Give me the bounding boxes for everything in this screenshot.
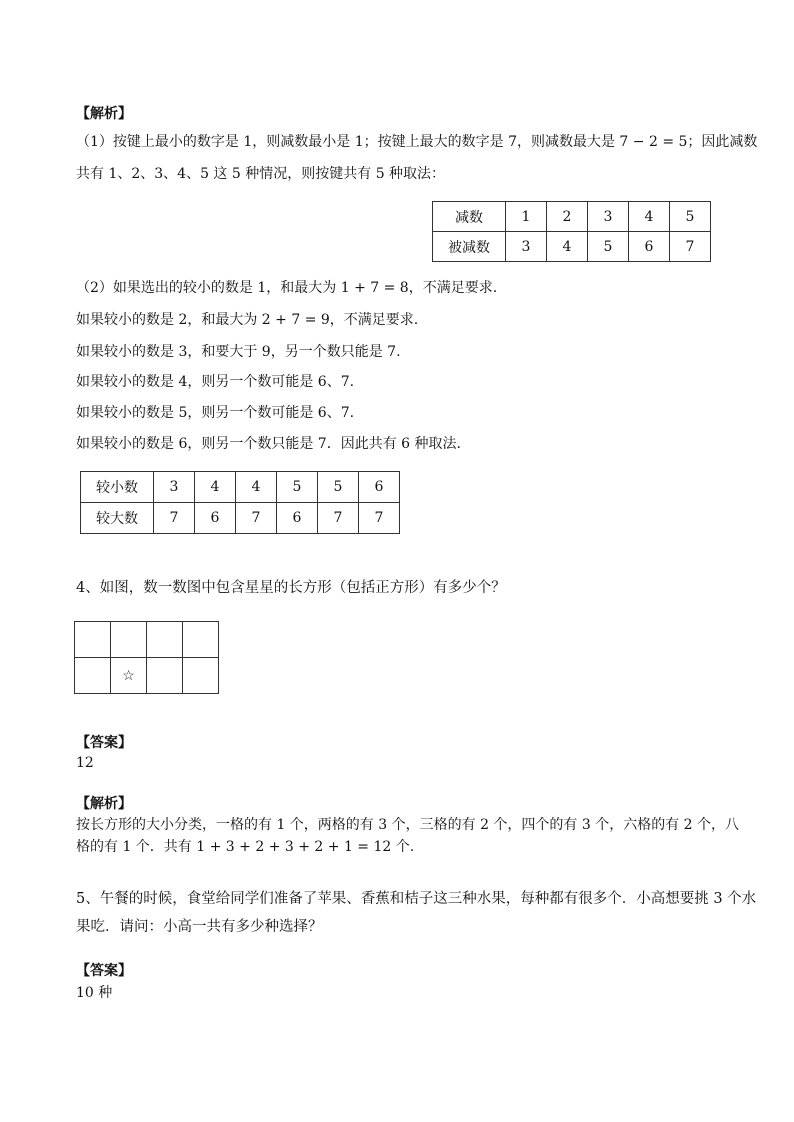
table-cell: 3 (154, 472, 195, 503)
table-cell: 6 (359, 472, 400, 503)
table-header-cell: 被减数 (433, 232, 506, 262)
analysis-line: 按长方形的大小分类，一格的有 1 个，两格的有 3 个，三格的有 2 个，四个的有 3 个，六格的有 2 个，八 (76, 817, 740, 833)
question-5-line2: 果吃．请问：小高一共有多少种选择？ (76, 919, 323, 935)
table-cell: 4 (629, 202, 670, 232)
table-row (81, 503, 400, 534)
analysis-part1-line2: 共有 1、2、3、4、5 这 5 种情况，则按键共有 5 种取法： (76, 166, 446, 182)
answer-value: 10 种 (76, 985, 113, 1001)
table-cell: 6 (195, 503, 236, 534)
table-cell: 4 (236, 472, 277, 503)
analysis-part2-line: 如果较小的数是 2，和最大为 2 + 7 = 9，不满足要求. (76, 312, 419, 328)
grid-cell (75, 622, 111, 658)
analysis-part2-line: 如果较小的数是 5，则另一个数可能是 6、7. (76, 405, 355, 421)
answer-heading: 【答案】 (76, 963, 132, 979)
table-cell: 7 (359, 503, 400, 534)
table-header-cell: 较大数 (81, 503, 154, 534)
grid-cell (75, 658, 111, 694)
star-grid-figure (74, 621, 219, 694)
star-icon: ☆ (122, 667, 135, 684)
question-5-line1: 5、午餐的时候，食堂给同学们准备了苹果、香蕉和桔子这三种水果，每种都有很多个．小高想要挑 3 个水 (76, 891, 757, 907)
table-cell: 7 (318, 503, 359, 534)
grid-cell (111, 658, 147, 694)
grid-cell (183, 658, 219, 694)
table-row (433, 232, 711, 262)
grid-cell (147, 622, 183, 658)
table-cell: 5 (318, 472, 359, 503)
table-row (75, 658, 219, 694)
grid-cell (183, 622, 219, 658)
analysis-heading: 【解析】 (76, 106, 132, 122)
table-row (433, 202, 711, 232)
table-cell: 2 (547, 202, 588, 232)
table-cell: 3 (506, 232, 547, 262)
table-cell: 1 (506, 202, 547, 232)
table-cell: 5 (670, 202, 711, 232)
table-row (81, 472, 400, 503)
table-cell: 7 (670, 232, 711, 262)
analysis-part2-line: 如果较小的数是 6，则另一个数只能是 7．因此共有 6 种取法. (76, 436, 461, 452)
answer-heading: 【答案】 (76, 735, 132, 751)
analysis-heading: 【解析】 (76, 796, 132, 812)
grid-cell (111, 622, 147, 658)
pair-table (80, 471, 400, 534)
table-cell: 6 (629, 232, 670, 262)
analysis-line: 格的有 1 个．共有 1 + 3 + 2 + 3 + 2 + 1 = 12 个. (76, 839, 415, 855)
table-cell: 4 (547, 232, 588, 262)
table-cell: 7 (154, 503, 195, 534)
table-cell: 5 (277, 472, 318, 503)
analysis-part2-line: 如果较小的数是 3，和要大于 9，另一个数只能是 7. (76, 344, 401, 360)
subtraction-table (432, 201, 711, 262)
table-header-cell: 减数 (433, 202, 506, 232)
table-cell: 6 (277, 503, 318, 534)
table-cell: 4 (195, 472, 236, 503)
grid-cell (147, 658, 183, 694)
analysis-part2-line: 如果较小的数是 4，则另一个数可能是 6、7. (76, 374, 355, 390)
table-row (75, 622, 219, 658)
table-cell: 5 (588, 232, 629, 262)
question-4: 4、如图，数一数图中包含星星的长方形（包括正方形）有多少个？ (76, 580, 506, 596)
analysis-part2-line: （2）如果选出的较小的数是 1，和最大为 1 + 7 = 8，不满足要求. (76, 280, 498, 296)
table-cell: 7 (236, 503, 277, 534)
table-header-cell: 较小数 (81, 472, 154, 503)
answer-value: 12 (76, 755, 94, 771)
table-cell: 3 (588, 202, 629, 232)
analysis-part1-line1: （1）按键上最小的数字是 1，则减数最小是 1；按键上最大的数字是 7，则减数最大是 7 − 2 = 5；因此减数 (76, 134, 758, 150)
